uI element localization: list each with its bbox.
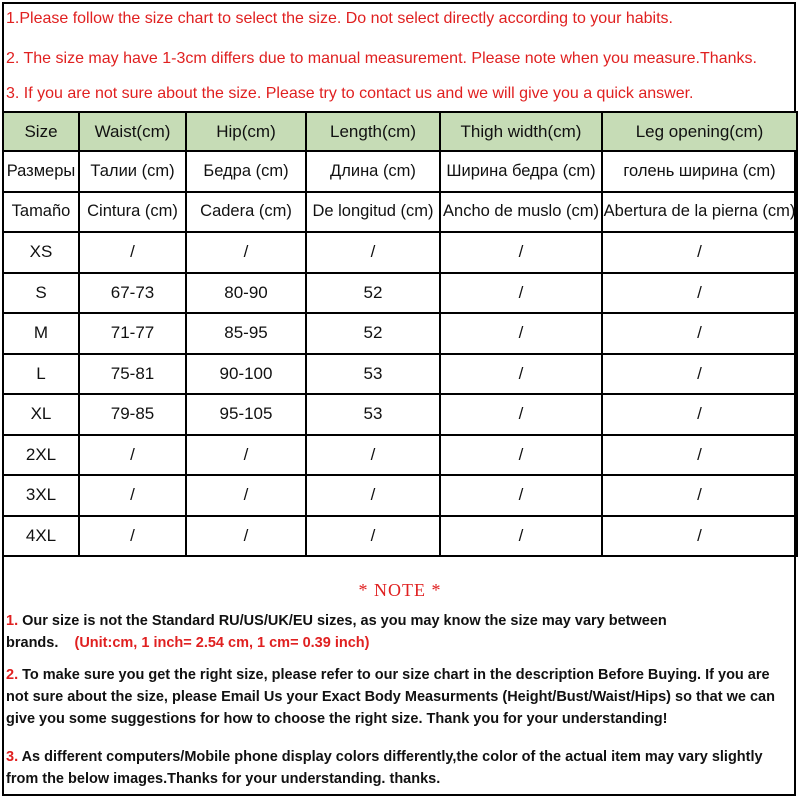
table-cell: /: [186, 435, 306, 476]
table-cell: /: [602, 313, 797, 354]
table-cell: 71-77: [79, 313, 186, 354]
table-cell: Ширина бедра (cm): [440, 151, 602, 192]
table-row: [3, 232, 797, 273]
table-cell: Abertura de la pierna (cm): [602, 192, 797, 233]
table-row: [3, 516, 797, 557]
bottom-note-1: [6, 610, 786, 654]
table-cell: /: [306, 232, 440, 273]
top-note-3: 3. If you are not sure about the size. Please try to contact us and we will give you a quick answer.: [6, 85, 694, 102]
table-cell: /: [186, 516, 306, 557]
bottom-note-3: [6, 746, 786, 790]
table-cell: 3XL: [3, 475, 79, 516]
table-cell: /: [306, 435, 440, 476]
table-row: [3, 475, 797, 516]
table-cell: /: [79, 232, 186, 273]
top-note-2: 2. The size may have 1-3cm differs due to manual measurement. Please note when you measure.Thanks.: [6, 50, 757, 67]
table-row: [3, 394, 797, 435]
table-cell: Бедра (cm): [186, 151, 306, 192]
table-cell: /: [602, 273, 797, 314]
table-cell: 2XL: [3, 435, 79, 476]
table-header-row: [3, 112, 797, 151]
table-cell: 53: [306, 354, 440, 395]
table-cell: Cadera (cm): [186, 192, 306, 233]
table-cell: /: [440, 475, 602, 516]
table-cell: De longitud (cm): [306, 192, 440, 233]
table-cell: 80-90: [186, 273, 306, 314]
table-cell: M: [3, 313, 79, 354]
table-cell: /: [602, 354, 797, 395]
table-cell: /: [440, 273, 602, 314]
size-table: [2, 111, 798, 557]
note-text: Our size is not the Standard RU/US/UK/EU sizes, as you may know the size may vary between brands.: [6, 613, 667, 651]
table-cell: /: [440, 232, 602, 273]
header-cell: Leg opening(cm): [602, 112, 797, 151]
table-cell: Tamaño: [3, 192, 79, 233]
header-cell: Waist(cm): [79, 112, 186, 151]
table-cell: /: [79, 435, 186, 476]
table-cell: 90-100: [186, 354, 306, 395]
table-row: [3, 313, 797, 354]
table-cell: /: [440, 394, 602, 435]
unit-note: (Unit:cm, 1 inch= 2.54 cm, 1 cm= 0.39 inch): [74, 635, 370, 651]
table-cell: 52: [306, 313, 440, 354]
note-number: 2.: [6, 667, 19, 683]
note-text: As different computers/Mobile phone display colors differently,the color of the actual item may vary slightly from the below images.Thanks for your understanding. thanks.: [6, 749, 763, 787]
table-cell: /: [440, 313, 602, 354]
table-cell: S: [3, 273, 79, 314]
table-cell: Размеры: [3, 151, 79, 192]
table-row: [3, 354, 797, 395]
table-cell: 67-73: [79, 273, 186, 314]
table-cell: XL: [3, 394, 79, 435]
header-cell: Length(cm): [306, 112, 440, 151]
table-cell: 53: [306, 394, 440, 435]
table-cell: Ancho de muslo (cm): [440, 192, 602, 233]
header-cell: Thigh width(cm): [440, 112, 602, 151]
table-cell: /: [79, 475, 186, 516]
table-cell: голень ширина (cm): [602, 151, 797, 192]
table-cell: L: [3, 354, 79, 395]
note-title: * NOTE *: [358, 580, 442, 600]
header-cell: Hip(cm): [186, 112, 306, 151]
table-cell: /: [602, 516, 797, 557]
table-cell: 79-85: [79, 394, 186, 435]
top-note-1: 1.Please follow the size chart to select the size. Do not select directly according to your habits.: [6, 10, 673, 27]
table-cell: 4XL: [3, 516, 79, 557]
table-cell: /: [79, 516, 186, 557]
note-number: 1.: [6, 613, 19, 629]
russian-header-row: [3, 151, 797, 192]
table-row: [3, 435, 797, 476]
table-cell: /: [306, 475, 440, 516]
spanish-header-row: [3, 192, 797, 233]
table-cell: 85-95: [186, 313, 306, 354]
table-cell: /: [440, 354, 602, 395]
table-cell: /: [306, 516, 440, 557]
table-cell: Длина (cm): [306, 151, 440, 192]
table-cell: /: [602, 435, 797, 476]
table-cell: /: [440, 516, 602, 557]
table-cell: /: [186, 475, 306, 516]
table-cell: 75-81: [79, 354, 186, 395]
table-cell: 95-105: [186, 394, 306, 435]
bottom-note-2: [6, 664, 786, 730]
table-cell: /: [440, 435, 602, 476]
header-cell: Size: [3, 112, 79, 151]
table-cell: /: [602, 475, 797, 516]
table-cell: /: [602, 394, 797, 435]
note-text: To make sure you get the right size, please refer to our size chart in the description Before Buying. If you are not sure about the size, please Email Us your Exact Body Measurments (Height/Bust/Waist/Hips) so that we can give you some suggestions for how to choose the right size. Thank you for your understanding!: [6, 667, 775, 727]
table-cell: Талии (cm): [79, 151, 186, 192]
note-number: 3.: [6, 749, 19, 765]
table-cell: XS: [3, 232, 79, 273]
table-cell: /: [602, 232, 797, 273]
table-cell: 52: [306, 273, 440, 314]
table-row: [3, 273, 797, 314]
table-cell: Cintura (cm): [79, 192, 186, 233]
table-cell: /: [186, 232, 306, 273]
